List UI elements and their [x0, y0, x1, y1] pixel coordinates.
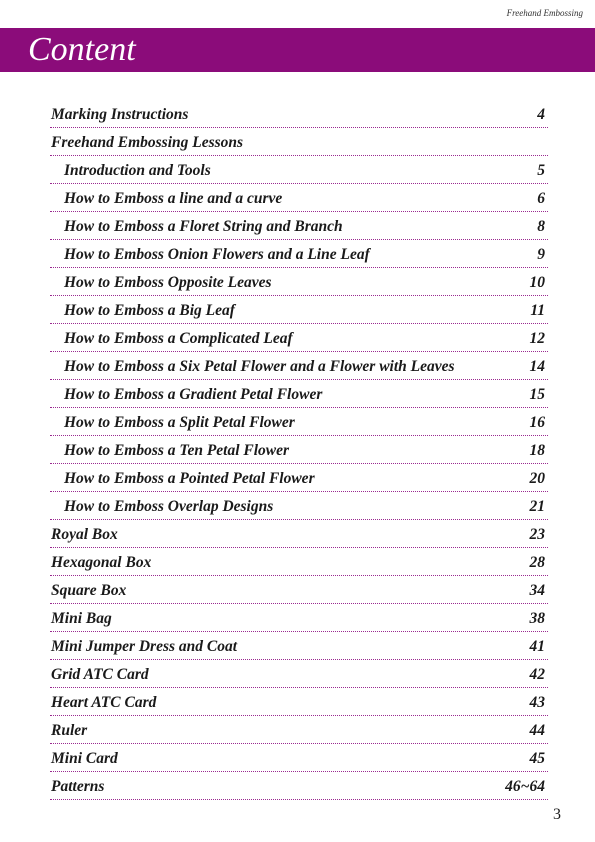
toc-entry-title: Patterns: [51, 778, 105, 795]
toc-entry-title: How to Emboss Overlap Designs: [64, 498, 274, 515]
toc-entry-page: 43: [529, 694, 545, 711]
toc-entry: [50, 128, 548, 156]
toc-entry: [50, 604, 548, 632]
table-of-contents: [50, 100, 548, 800]
toc-entry: [50, 380, 548, 408]
toc-entry-title: Mini Bag: [51, 610, 112, 627]
toc-entry-title: How to Emboss a Floret String and Branch: [64, 218, 343, 235]
toc-entry-title: Freehand Embossing Lessons: [51, 134, 244, 151]
toc-entry-page: 12: [529, 330, 545, 347]
toc-entry: [50, 576, 548, 604]
toc-entry-title: How to Emboss a Six Petal Flower and a Flower with Leaves: [64, 358, 455, 375]
toc-entry: [50, 212, 548, 240]
toc-entry-title: How to Emboss a Split Petal Flower: [64, 414, 295, 431]
toc-entry: [50, 240, 548, 268]
page-number: 3: [553, 806, 561, 823]
toc-entry: [50, 268, 548, 296]
toc-entry-title: Introduction and Tools: [64, 162, 211, 179]
toc-entry-page: 14: [529, 358, 545, 375]
toc-entry-title: How to Emboss a Gradient Petal Flower: [64, 386, 323, 403]
title-bar: [0, 28, 595, 72]
toc-entry-page: 20: [529, 470, 545, 487]
toc-entry-page: 21: [529, 498, 545, 515]
toc-entry-page: 4: [537, 106, 545, 123]
toc-entry-page: 18: [529, 442, 545, 459]
toc-entry-title: Royal Box: [51, 526, 118, 543]
toc-entry-page: 11: [530, 302, 545, 319]
toc-entry-page: 10: [529, 274, 545, 291]
toc-entry-title: Marking Instructions: [51, 106, 189, 123]
page-title: Content: [28, 31, 136, 68]
toc-entry-page: [545, 152, 548, 155]
toc-entry: [50, 100, 548, 128]
toc-entry: [50, 548, 548, 576]
toc-entry-page: 38: [529, 610, 545, 627]
toc-entry: [50, 464, 548, 492]
toc-entry-page: 42: [529, 666, 545, 683]
toc-entry: [50, 324, 548, 352]
toc-entry-page: 41: [529, 638, 545, 655]
toc-entry-title: Hexagonal Box: [51, 554, 152, 571]
toc-entry: [50, 436, 548, 464]
toc-entry-page: 28: [529, 554, 545, 571]
toc-entry-page: 46~64: [505, 778, 545, 795]
toc-entry-title: How to Emboss a line and a curve: [64, 190, 283, 207]
toc-entry-title: Heart ATC Card: [51, 694, 157, 711]
toc-entry: [50, 520, 548, 548]
toc-entry-page: 16: [529, 414, 545, 431]
toc-entry-page: 5: [537, 162, 545, 179]
toc-entry-title: How to Emboss a Pointed Petal Flower: [64, 470, 315, 487]
toc-entry-title: How to Emboss a Big Leaf: [64, 302, 235, 319]
toc-entry: [50, 660, 548, 688]
toc-entry-page: 8: [537, 218, 545, 235]
toc-entry-title: Square Box: [51, 582, 127, 599]
toc-entry-title: How to Emboss a Complicated Leaf: [64, 330, 293, 347]
toc-entry: [50, 632, 548, 660]
toc-entry: [50, 352, 548, 380]
toc-entry: [50, 408, 548, 436]
toc-entry-title: How to Emboss a Ten Petal Flower: [64, 442, 290, 459]
toc-entry-title: Mini Jumper Dress and Coat: [51, 638, 238, 655]
toc-entry-page: 45: [529, 750, 545, 767]
toc-entry: [50, 772, 548, 800]
toc-entry-title: Mini Card: [51, 750, 118, 767]
toc-entry-title: How to Emboss Onion Flowers and a Line Leaf: [64, 246, 370, 263]
toc-entry-page: 23: [529, 526, 545, 543]
toc-entry-page: 15: [529, 386, 545, 403]
toc-entry-page: 9: [537, 246, 545, 263]
toc-entry-page: 34: [529, 582, 545, 599]
toc-entry: [50, 184, 548, 212]
toc-entry-title: How to Emboss Opposite Leaves: [64, 274, 272, 291]
toc-entry: [50, 688, 548, 716]
toc-entry-page: 44: [529, 722, 545, 739]
toc-entry: [50, 492, 548, 520]
toc-entry: [50, 156, 548, 184]
toc-entry: [50, 744, 548, 772]
toc-entry: [50, 716, 548, 744]
toc-entry-page: 6: [537, 190, 545, 207]
running-header: Freehand Embossing: [506, 8, 583, 18]
toc-entry-title: Ruler: [51, 722, 88, 739]
toc-entry: [50, 296, 548, 324]
toc-entry-title: Grid ATC Card: [51, 666, 149, 683]
